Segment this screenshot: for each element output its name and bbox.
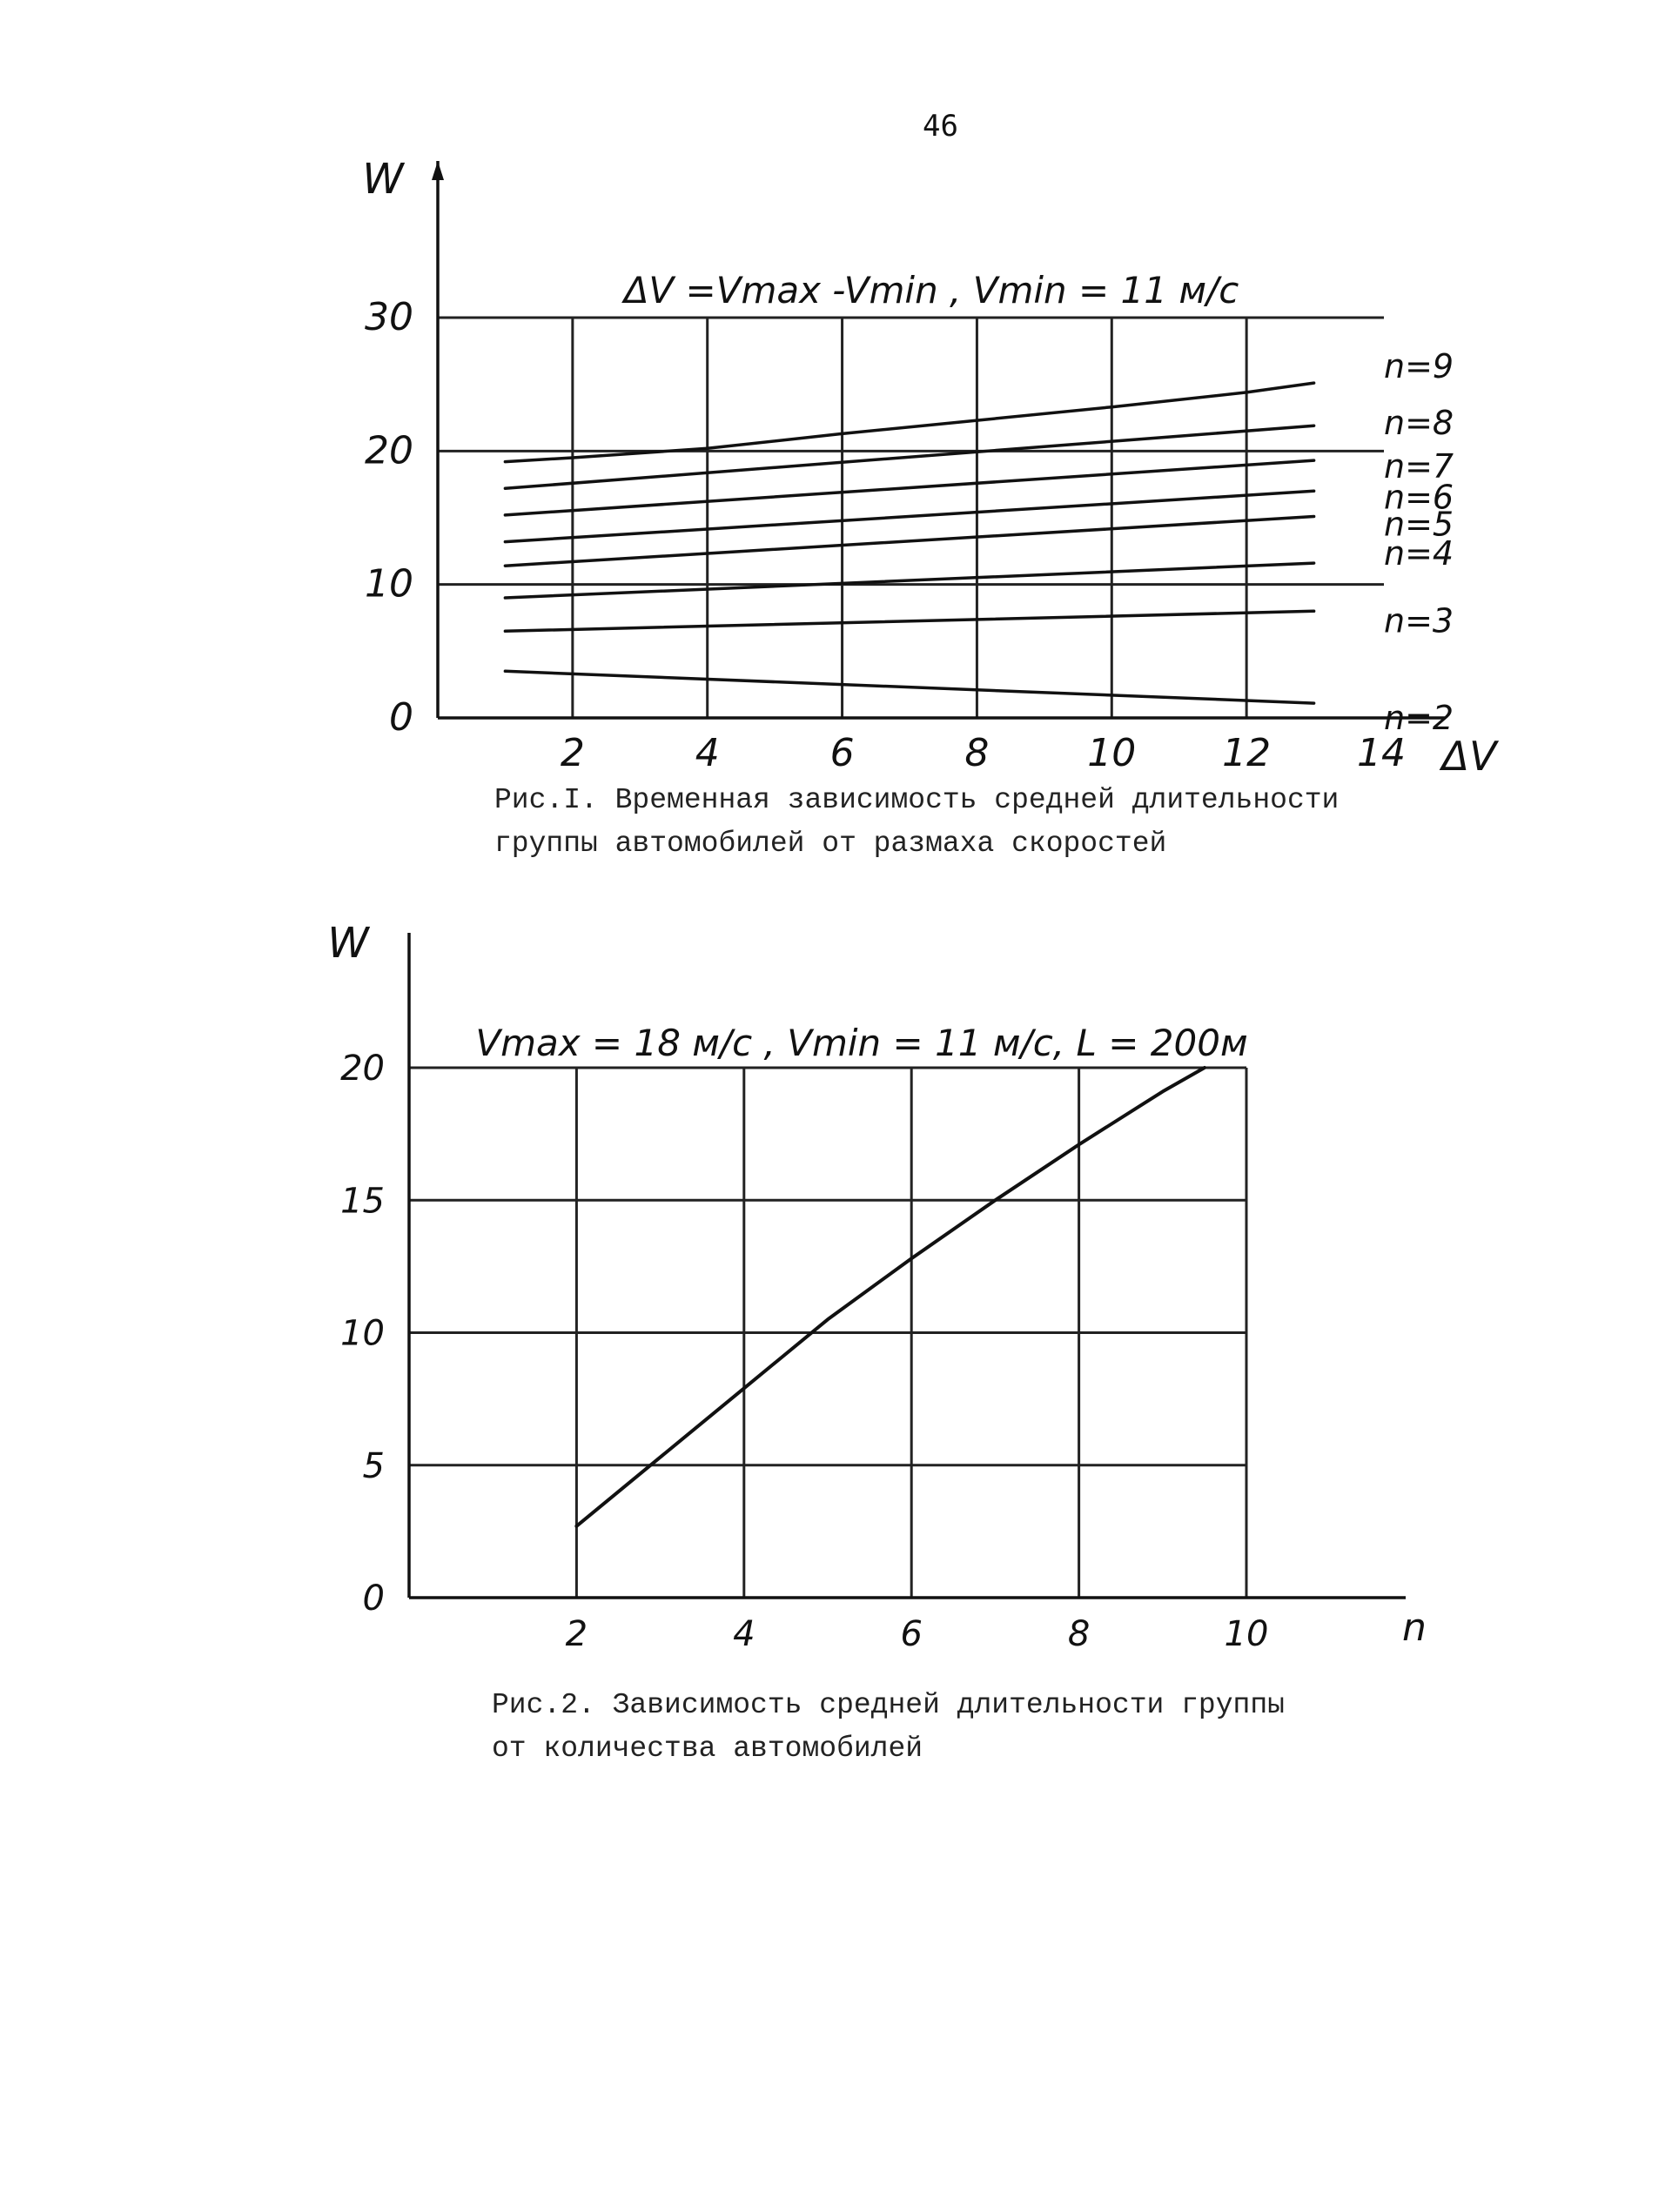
- c2-y-tick-label: 15: [340, 1181, 385, 1222]
- page-number: 46: [923, 109, 958, 144]
- c1-y-tick-label: 10: [365, 561, 413, 607]
- chart-1-y-axis-label: W: [362, 155, 404, 204]
- chart-1-title: ΔV =Vmax -Vmin , Vmin = 11 м/с: [623, 269, 1239, 312]
- c1-series-label-1: n=8: [1384, 404, 1454, 443]
- chart-2-labels: [340, 1049, 1268, 1654]
- chart-2-y-axis-label: W: [327, 919, 369, 968]
- c1-series-label-0: n=9: [1384, 347, 1454, 386]
- chart-2-title: Vmax = 18 м/с , Vmin = 11 м/с, L = 200м: [475, 1022, 1248, 1064]
- c2-x-tick-label: 2: [565, 1614, 588, 1654]
- c2-x-tick-label: 10: [1224, 1614, 1269, 1654]
- figure-2-caption: Рис.2. Зависимость средней длительности группы от количества автомобилей: [492, 1689, 1285, 1765]
- c1-x-tick-label: 8: [964, 731, 990, 775]
- c1-series-label-3: n=6: [1384, 478, 1454, 517]
- chart-2-series: [576, 1068, 1205, 1526]
- c1-y-tick-label: 0: [389, 695, 413, 740]
- c1-x-tick-label: 4: [695, 731, 720, 775]
- c2-y-tick-label: 0: [362, 1579, 385, 1619]
- figure-1-caption: Рис.I. Временная зависимость средней длительности группы автомобилей от размаха скоростей: [494, 784, 1340, 860]
- c2-x-tick-label: 8: [1067, 1614, 1091, 1654]
- c1-series-label-4: n=5: [1384, 505, 1454, 544]
- c1-x-tick-label: 12: [1222, 731, 1272, 775]
- c1-series-label-6: n=3: [1384, 601, 1454, 640]
- c1-series-label-5: n=4: [1384, 534, 1454, 573]
- chart-2-x-axis-label: n: [1402, 1605, 1427, 1650]
- c1-y-tick-label: 20: [365, 428, 413, 473]
- chart-2-grid: [409, 1068, 1246, 1598]
- c1-x-tick-label: 2: [560, 731, 585, 775]
- c2-y-tick-label: 20: [340, 1049, 385, 1089]
- c2-x-tick-label: 4: [733, 1614, 755, 1654]
- c2-x-tick-label: 6: [900, 1614, 923, 1654]
- c1-x-tick-label: 10: [1087, 731, 1137, 775]
- c2-y-tick-label: 10: [340, 1313, 385, 1354]
- chart-1-x-axis-label: ΔV: [1441, 733, 1497, 780]
- c2-series-line-0: [576, 1068, 1205, 1526]
- c2-y-tick-label: 5: [362, 1445, 385, 1486]
- c1-y-tick-label: 30: [365, 295, 413, 339]
- c1-series-label-2: n=7: [1384, 447, 1454, 486]
- c1-x-tick-label: 6: [829, 731, 855, 775]
- c1-x-tick-label: 14: [1357, 731, 1406, 775]
- c1-series-label-7: n=2: [1384, 699, 1454, 738]
